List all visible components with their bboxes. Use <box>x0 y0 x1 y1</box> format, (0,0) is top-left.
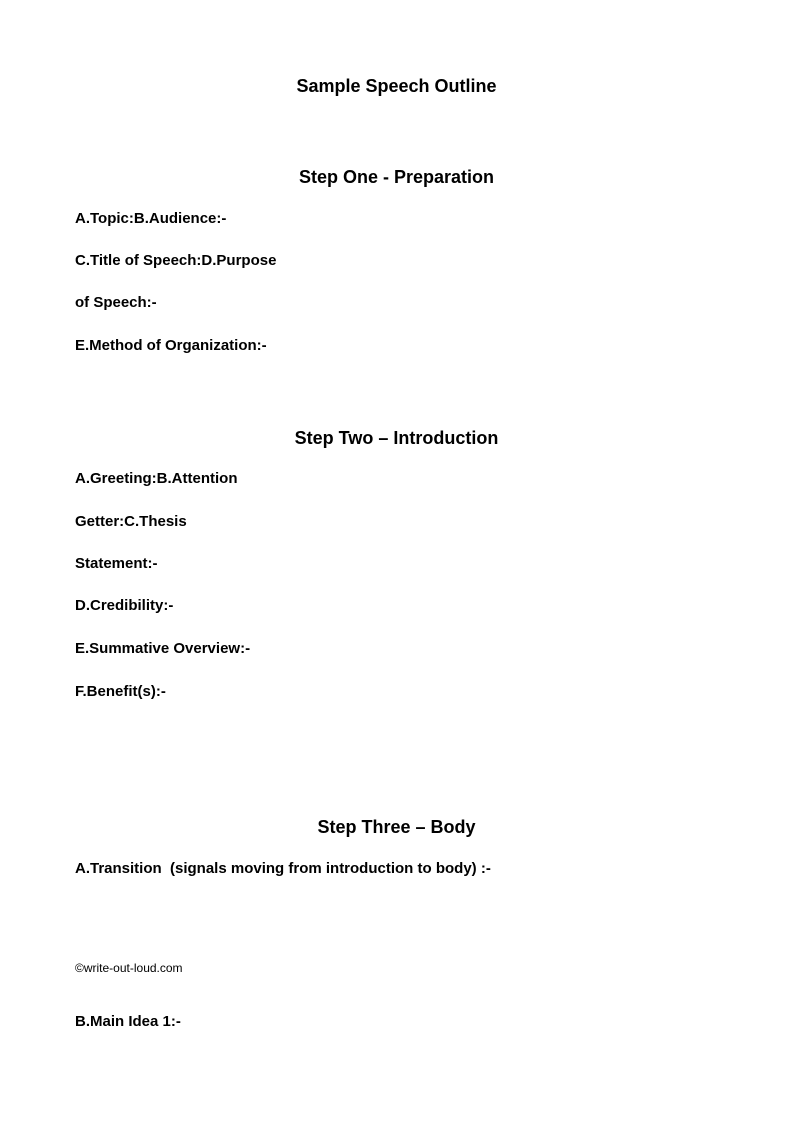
outline-line-main-idea-1: B.Main Idea 1:- <box>75 1013 181 1030</box>
outline-line-method-of-organization: E.Method of Organization:- <box>75 337 267 354</box>
outline-line-transition: A.Transition (signals moving from introduction to body) :- <box>75 860 491 877</box>
outline-line-of-speech: of Speech:- <box>75 294 157 311</box>
section-heading-step-three: Step Three – Body <box>317 817 476 837</box>
outline-line-benefits: F.Benefit(s):- <box>75 683 166 700</box>
section-heading-step-two: Step Two – Introduction <box>294 428 499 448</box>
outline-line-getter-thesis: Getter:C.Thesis <box>75 513 187 530</box>
section-heading-step-one: Step One - Preparation <box>298 167 495 187</box>
outline-line-topic-audience: A.Topic:B.Audience:- <box>75 210 227 227</box>
outline-line-summative-overview: E.Summative Overview:- <box>75 640 251 657</box>
outline-line-statement: Statement:- <box>75 555 158 572</box>
outline-line-title-purpose: C.Title of Speech:D.Purpose <box>75 252 277 269</box>
copyright-notice: ©write-out-loud.com <box>75 961 183 975</box>
outline-line-credibility: D.Credibility:- <box>75 597 174 614</box>
document-title: Sample Speech Outline <box>296 76 497 96</box>
outline-line-greeting-attention: A.Greeting:B.Attention <box>75 470 238 487</box>
